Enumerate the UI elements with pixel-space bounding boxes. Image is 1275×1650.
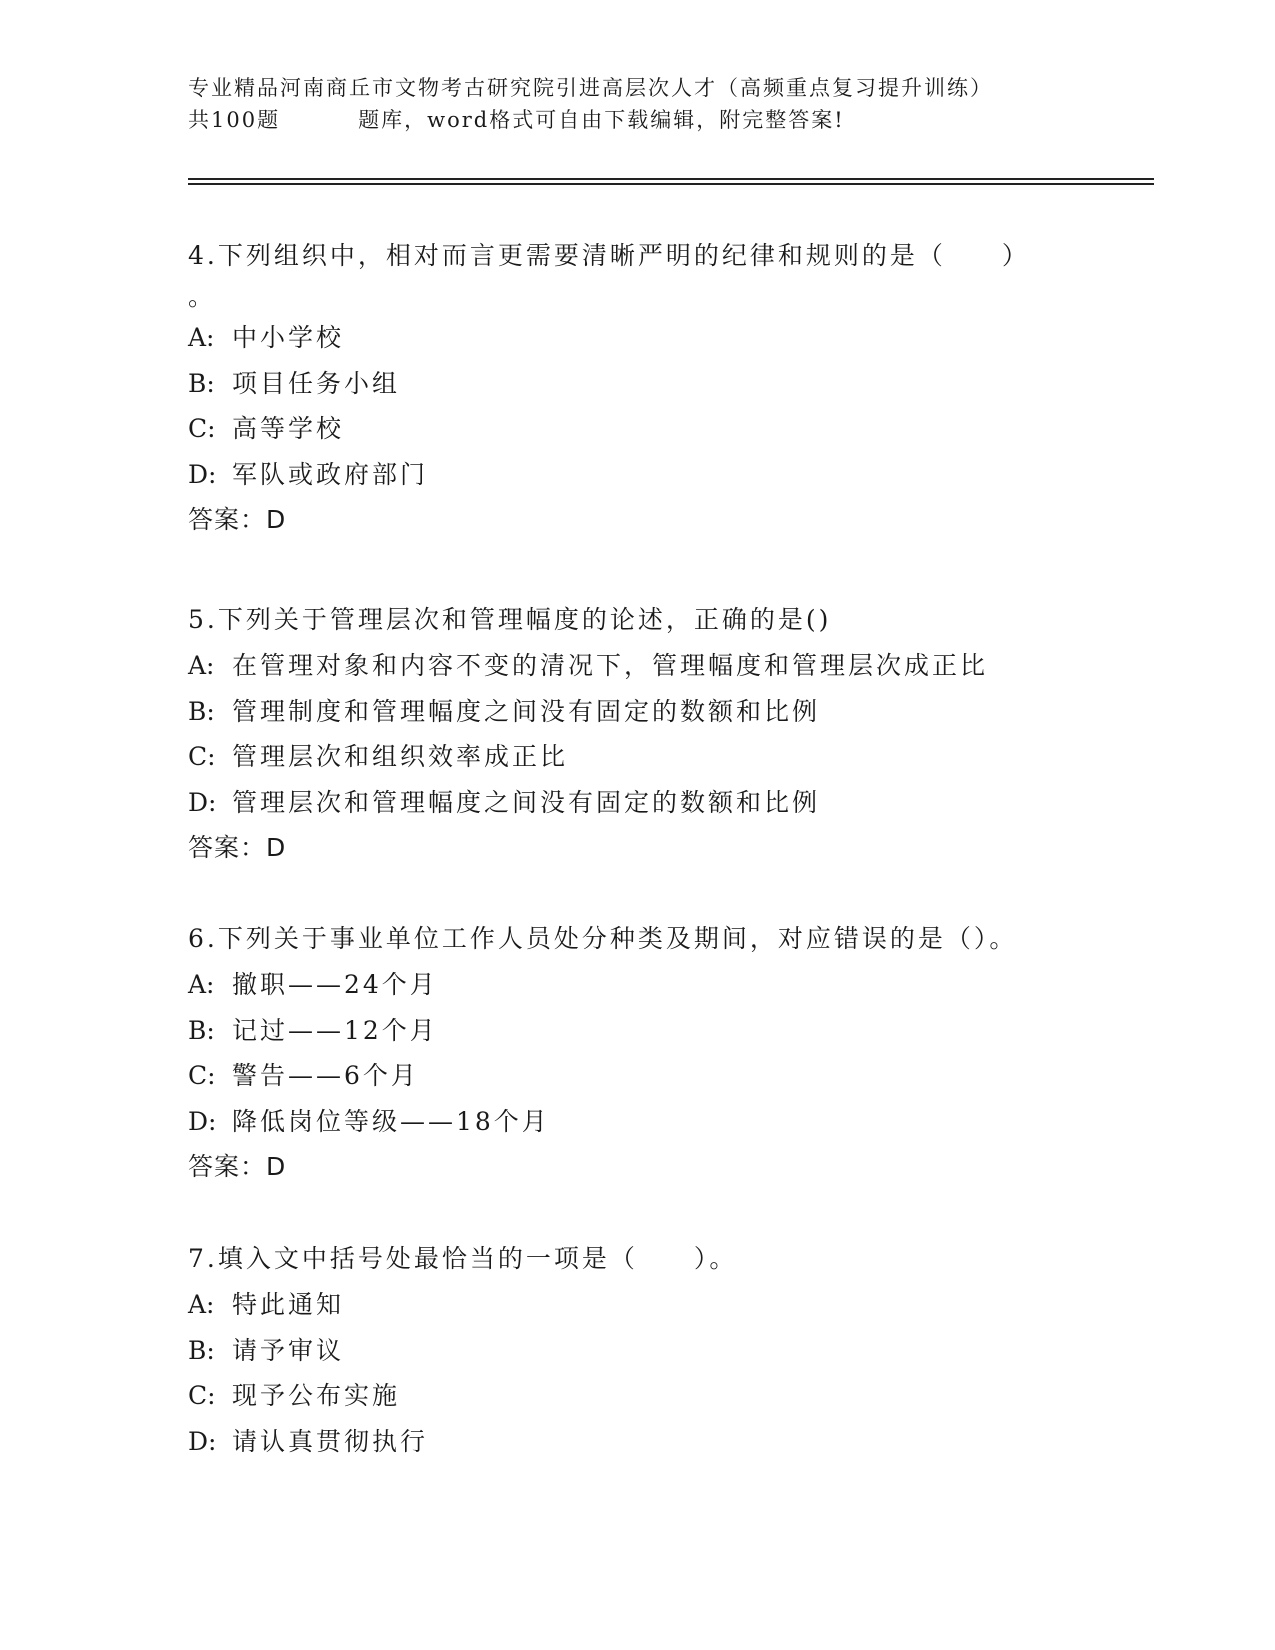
- option-text: 中小学校: [232, 323, 345, 352]
- header-note: 题库，word格式可自由下载编辑，附完整答案!: [358, 108, 845, 132]
- header-divider-top: [188, 178, 1154, 180]
- question-block: [188, 916, 1088, 1190]
- option-a: [188, 1282, 1088, 1328]
- question-block: [188, 597, 1088, 871]
- option-a: [188, 315, 1088, 361]
- option-text: 请认真贯彻执行: [232, 1426, 429, 1456]
- option-text: 请予审议: [232, 1335, 345, 1365]
- option-letter: D:: [188, 459, 217, 489]
- option-letter: C:: [188, 1381, 216, 1410]
- option-letter: A:: [188, 1290, 215, 1319]
- option-text: 管理层次和管理幅度之间没有固定的数额和比例: [232, 787, 821, 817]
- option-letter: D:: [188, 787, 217, 817]
- option-letter: B:: [188, 368, 215, 398]
- option-text: 现予公布实施: [232, 1381, 401, 1410]
- question-block: [188, 233, 1088, 543]
- answer-line: 答案：D: [188, 1152, 287, 1181]
- option-c: [188, 1373, 1088, 1419]
- option-text: 在管理对象和内容不变的清况下，管理幅度和管理层次成正比: [232, 651, 989, 680]
- answer-line: 答案：D: [188, 833, 287, 862]
- option-text: 高等学校: [232, 414, 345, 443]
- option-d: [188, 780, 1088, 826]
- option-letter: B:: [188, 696, 215, 726]
- header-divider-bottom: [188, 183, 1154, 185]
- option-text: 项目任务小组: [232, 368, 401, 398]
- answer-line: 答案：D: [188, 505, 287, 534]
- option-d: [188, 1099, 1088, 1145]
- option-letter: A:: [188, 323, 215, 352]
- option-d: [188, 1419, 1088, 1465]
- option-b: [188, 361, 1088, 407]
- question-block: [188, 1236, 1088, 1464]
- option-b: [188, 1328, 1088, 1374]
- option-text: 降低岗位等级——18个月: [232, 1106, 550, 1136]
- option-letter: A:: [188, 651, 215, 680]
- option-text: 警告——6个月: [232, 1061, 419, 1090]
- document-header: [188, 72, 1088, 136]
- option-a: [188, 962, 1088, 1008]
- option-letter: D:: [188, 1106, 217, 1136]
- question-text: 5.下列关于管理层次和管理幅度的论述，正确的是(): [188, 605, 832, 634]
- option-text: 管理制度和管理幅度之间没有固定的数额和比例: [232, 696, 821, 726]
- option-a: [188, 643, 1088, 689]
- question-text: 4.下列组织中，相对而言更需要清晰严明的纪律和规则的是（ ）: [188, 241, 1030, 270]
- option-c: [188, 734, 1088, 780]
- option-c: [188, 406, 1088, 452]
- option-b: [188, 1008, 1088, 1054]
- question-count: 共100题: [188, 108, 281, 132]
- option-text: 军队或政府部门: [232, 459, 429, 489]
- header-subtitle: [188, 104, 1088, 136]
- option-text: 撤职——24个月: [232, 970, 438, 999]
- option-letter: B:: [188, 1335, 215, 1365]
- option-letter: A:: [188, 970, 215, 999]
- option-b: [188, 689, 1088, 735]
- header-title: 专业精品河南商丘市文物考古研究院引进高层次人才（高频重点复习提升训练）: [188, 76, 993, 100]
- option-text: 特此通知: [232, 1290, 345, 1319]
- question-text: 7.填入文中括号处最恰当的一项是（ ）。: [188, 1244, 738, 1273]
- question-text-continuation: 。: [188, 282, 214, 311]
- option-letter: C:: [188, 414, 216, 443]
- question-text: 6.下列关于事业单位工作人员处分种类及期间，对应错误的是（）。: [188, 924, 1018, 953]
- option-text: 记过——12个月: [232, 1015, 438, 1045]
- option-c: [188, 1053, 1088, 1099]
- option-letter: B:: [188, 1015, 215, 1045]
- option-d: [188, 452, 1088, 498]
- option-letter: C:: [188, 742, 216, 771]
- option-letter: D:: [188, 1426, 217, 1456]
- option-letter: C:: [188, 1061, 216, 1090]
- option-text: 管理层次和组织效率成正比: [232, 742, 569, 771]
